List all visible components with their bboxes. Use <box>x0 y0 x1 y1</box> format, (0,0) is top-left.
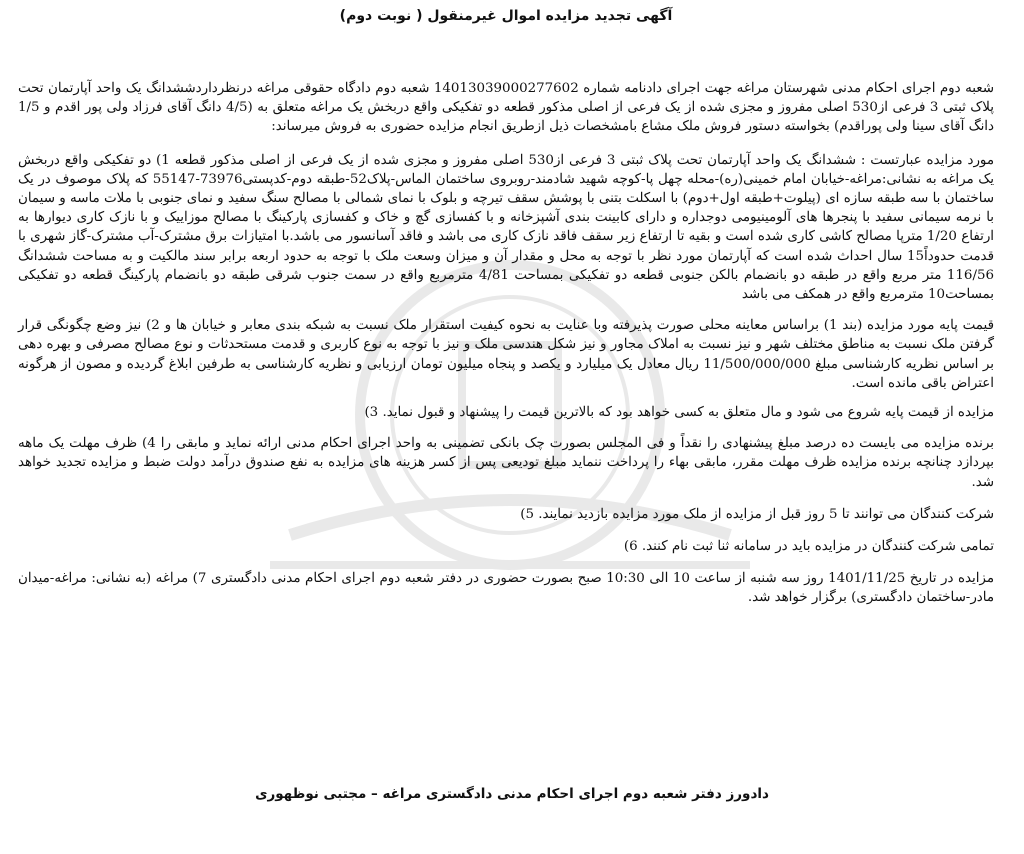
item-7-date-location: مزایده در تاریخ 1401/11/25 روز سه شنبه از ساعت 10 الی 10:30 صبح بصورت حضوری در دفتر شعبه دوم اجرای احکام مدنی دادگستری 7) مراغه (به نشانی: مراغه-میدان مادر-ساختمان دادگستری) برگزار خواهد شد. <box>18 571 994 606</box>
item-4-winner-payment: برنده مزایده می بایست ده درصد مبلغ پیشنهادی را نقداً و فی المجلس بصورت چک بانکی تضمینی به واحد اجرای احکام مدنی ارائه نماید و مابقی را 4) ظرف مهلت یک ماهه بپردازد چنانچه برنده مزایده ظرف مهلت مقرر، مابقی بهاء را پرداخت ننماید مبلغ تودیعی پس از کسر هزینه های مزایده به نفع صندوق درآمد دولت ضبط و مزایده تجدید خواهد شد. <box>18 436 994 490</box>
notice-title: آگهی تجدید مزایده اموال غیرمنقول ( نوبت دوم) <box>339 8 673 24</box>
item-1-description: مورد مزایده عبارتست : ششدانگ یک واحد آپارتمان تحت پلاک ثبتی 3 فرعی از530 اصلی مفروز و مجزی شده از یک فرعی از اصلی مذکور قطعه 1) دو تفکیکی واقع دربخش یک مراغه به نشانی:مراغه-خیابان امام خمینی(ره)-محله چهل پا-کوچه شهید شادمند-روبروی ساختمان الماس-پلاک52-طبقه دوم-کدپستی73976-55147 که پلاک موصوف در یک ساختمان با سه طبقه سازه ای (پیلوت+طبقه اول+دوم) با اسکلت بتنی با پوشش سقف تیرچه و بلوک با نمای شمالی با مصالح سنگ سفید و نمای جنوبی با ملات ماسه و سیمان با نرمه سیمانی سفید با پنجرها های آلومینیومی دوجداره و دارای کابینت بندی آشپزخانه و با کفسازی گچ و خاک و کفسازی پارکینگ با مصالح موزاییک و با نازک کاری دیوارها به ارتفاع 1/20 مترپا مصالح کاشی کاری شده است و بقیه تا ارتفاع زیر سقف فاقد نازک کاری می باشد و فاقد آسانسور می باشد.با امتیازات برق مشترک-آب مشترک-گاز شهری با قدمت حدوداً15 سال احداث شده است که آپارتمان مورد نظر با توجه به محل و مقدار آن و میزان وسعت ملک با توجه به حدود اربعه برابر سند مالکیت و به مساحت ششدانگ 116/56 متر مربع واقع در طبقه دو بانضمام بالکن جنوبی قطعه دو تفکیکی بمساحت 4/81 مترمربع واقع در سمت جنوب شرقی طبقه دو بانضمام پارکینگ قطعه دو تفکیکی بمساحت10 مترمربع واقع در همکف می باشد <box>18 152 995 303</box>
intro-paragraph: شعبه دوم اجرای احکام مدنی شهرستان مراغه جهت اجرای دادنامه شماره 14013039000277602 شعبه دوم دادگاه حقوقی مراغه درنظرداردششدانگ یک واحد آپارتمان تحت پلاک ثبتی 3 فرعی از530 اصلی مفروز و مجزی شده از یک فرعی از اصلی مذکور قطعه دو تفکیکی واقع دربخش یک مراغه متعلق به (4/5 دانگ آقای فرزاد ولی پور اقدم و 1/5 دانگ آقای سینا ولی پوراقدم) بخواسته دستور فروش ملک مشاع بامشخصات ذیل ازطریق انجام مزایده حضوری به فروش میرساند: <box>18 81 995 135</box>
item-2-base-price: قیمت پایه مورد مزایده (بند 1) براساس معاینه محلی صورت پذیرفته وبا عنایت به نحوه کیفیت استقرار ملک نسبت به شبکه بندی معابر و خیابان ها و 2) نیز وضع چگونگی قرار گرفتن ملک نسبت به مناطق مختلف شهر و نیز نسبت به املاک مجاور و نیز شکل هندسی ملک و نیز با توجه به نوع کاربری و قدمت مستحدثات و نوع مصالح مصرفی و بهره دهی بر اساس نظریه کارشناسی مبلغ 11/500/000/000 ریال معادل یک میلیارد و یکصد و پنجاه میلیون تومان ارزیابی و نظریه کارشناسی به طرفین ابلاغ گردیده و مصون از هرگونه اعتراض باقی مانده است. <box>18 318 994 391</box>
item-3-auction-start: مزایده از قیمت پایه شروع می شود و مال متعلق به کسی خواهد بود که بالاترین قیمت را پیشنهاد و قبول نماید. 3) <box>364 405 994 421</box>
item-5-visit: شرکت کنندگان می توانند تا 5 روز قبل از مزایده از ملک مورد مزایده بازدید نمایند. 5) <box>520 506 994 522</box>
item-6-registration: تمامی شرکت کنندگان در مزایده باید در سامانه ثنا ثبت نام کنند. 6) <box>623 539 994 555</box>
signature-line: دادورز دفتر شعبه دوم اجرای احکام مدنی دادگستری مراغه – مجتبی نوظهوری <box>255 786 769 802</box>
